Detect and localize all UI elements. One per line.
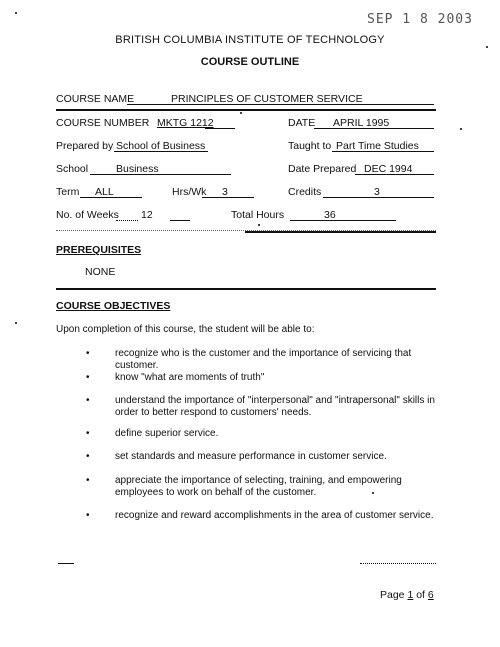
course-number-underline [205,128,235,129]
prerequisites-value: NONE [85,266,116,278]
prerequisites-heading: PREREQUISITES [56,244,142,256]
page-total: 6 [427,589,434,601]
institution-name: BRITISH COLUMBIA INSTITUTE OF TECHNOLOGY [115,34,385,46]
weeks-underline-left [116,220,138,221]
page-current: 1 [407,589,414,601]
bullet-marker: • [86,348,90,359]
scan-speck [460,128,462,130]
document-title: COURSE OUTLINE [200,56,300,68]
weeks-label: No. of Weeks [56,209,119,221]
objective-item: define superior service. [115,428,219,439]
credits-label: Credits [288,186,322,198]
bullet-marker: • [86,428,90,439]
objective-item: recognize who is the customer and the importance of servicing that customer. [115,348,412,371]
objective-item: appreciate the importance of selecting, training, and empowering employees to work on behalf of the customer. [115,475,402,498]
course-name-label: COURSE NAME [56,93,135,105]
school-value: Business [116,163,159,175]
page-label: Page [380,589,405,601]
taught-to-value: Part Time Studies [336,140,419,152]
scan-speck [372,492,374,494]
page-number [380,589,434,601]
scan-speck [240,112,242,114]
objectives-heading: COURSE OBJECTIVES [56,300,171,312]
scan-speck [486,46,488,48]
bullet-marker: • [86,395,90,406]
section-rule [56,109,436,111]
objective-item: know "what are moments of truth" [115,372,265,383]
school-underline [90,174,231,175]
section-rule-partial [245,231,436,233]
hrs-wk-label: Hrs/Wk [172,186,207,198]
weeks-value: 12 [141,209,153,221]
objective-item: recognize and reward accomplishments in the area of customer service. [115,510,434,521]
page-of-label: of [416,589,425,601]
scan-speck [15,322,17,324]
date-prepared-label: Date Prepared [288,163,357,175]
bullet-marker: • [86,510,90,521]
date-value: APRIL 1995 [333,117,390,129]
bullet-marker: • [86,451,90,462]
objectives-intro: Upon completion of this course, the student will be able to: [56,324,315,335]
weeks-underline-right [170,220,190,221]
footer-rule-right [360,563,436,564]
credits-value: 3 [374,186,380,198]
footer-rule-left [58,563,74,564]
prepared-by-value: School of Business [116,140,206,152]
school-label: School [56,163,89,175]
total-hours-label: Total Hours [231,209,285,221]
objective-item: set standards and measure performance in customer service. [115,451,387,462]
taught-to-label: Taught to [288,140,332,152]
scan-speck [258,224,260,226]
bullet-marker: • [86,372,90,383]
objective-item: understand the importance of "interpersonal" and "intrapersonal" skills in order to better respond to customers' needs. [115,395,435,418]
bullet-marker: • [86,475,90,486]
total-hours-value: 36 [324,209,336,221]
course-name-value: PRINCIPLES OF CUSTOMER SERVICE [171,93,363,105]
date-prepared-value: DEC 1994 [364,163,413,175]
hrs-wk-underline [202,197,254,198]
date-label: DATE [288,117,316,129]
total-hours-underline [290,220,396,221]
hrs-wk-value: 3 [222,186,228,198]
received-date-stamp: SEP 1 8 2003 [367,12,473,27]
course-number-label: COURSE NUMBER [56,117,150,129]
term-label: Term [56,186,80,198]
term-value: ALL [95,186,114,198]
prepared-by-label: Prepared by [56,140,114,152]
course-number-value: MKTG 1212 [157,117,214,129]
section-rule [56,288,436,290]
scan-speck [15,12,17,14]
